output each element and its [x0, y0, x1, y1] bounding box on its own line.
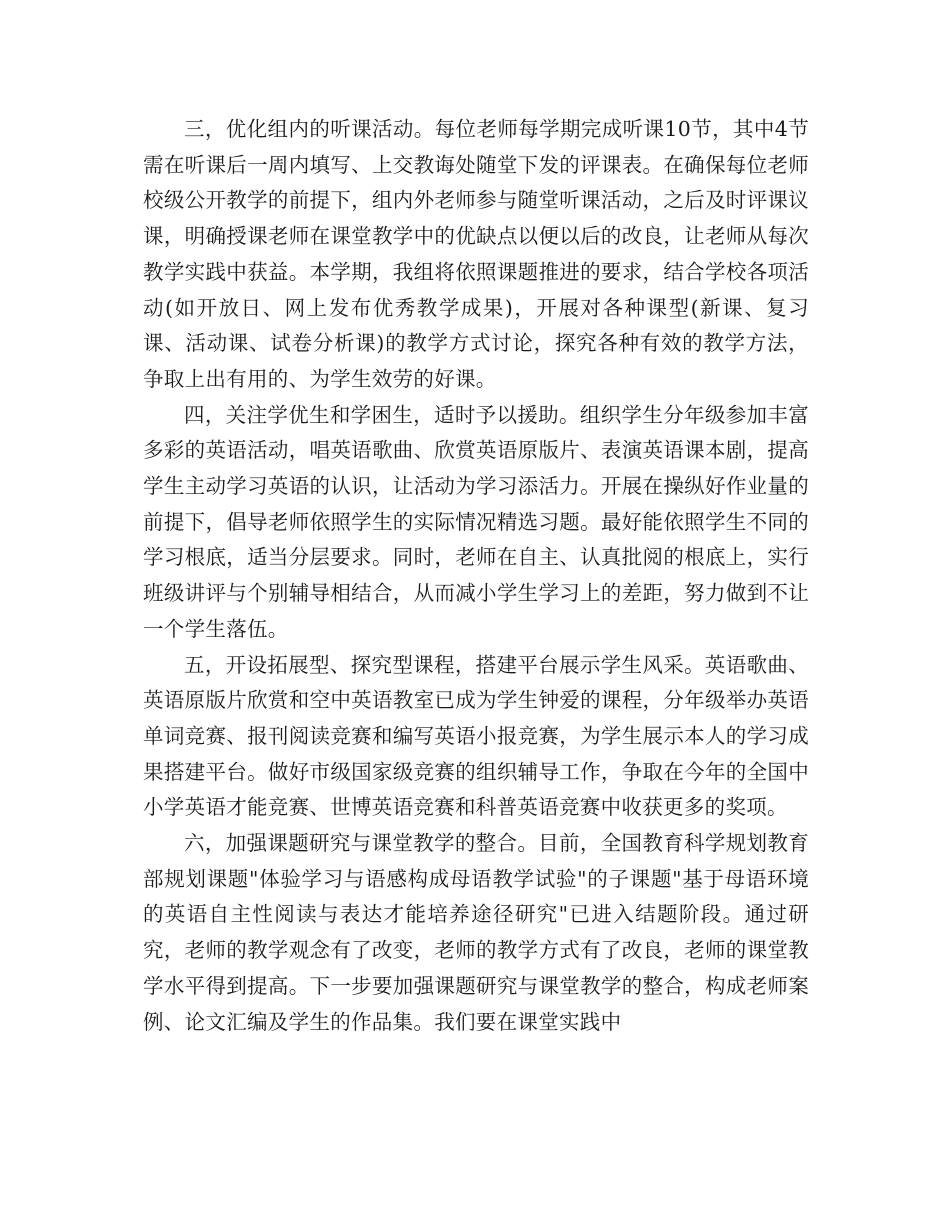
document-body — [143, 112, 809, 1040]
paragraph-4-student-support: 四，关注学优生和学困生，适时予以援助。组织学生分年级参加丰富多彩的英语活动，唱英语歌曲、欣赏英语原版片、表演英语课本剧，提高学生主动学习英语的认识，让活动为学习添活力。开展在操纵好作业量的前提下，倡导老师依照学生的实际情况精选习题。最好能依照学生不同的学习根底，适当分层要求。同时，老师在自主、认真批阅的根底上，实行班级讲评与个别辅导相结合，从而减小学生学习上的差距，努力做到不让一个学生落伍。 — [143, 402, 809, 641]
paragraph-3-observation: 三，优化组内的听课活动。每位老师每学期完成听课10节，其中4节需在听课后一周内填写、上交教诲处随堂下发的评课表。在确保每位老师校级公开教学的前提下，组内外老师参与随堂听课活动，之后及时评课议课，明确授课老师在课堂教学中的优缺点以便以后的改良，让老师从每次教学实践中获益。本学期，我组将依照课题推进的要求，结合学校各项活动(如开放日、网上发布优秀教学成果)，开展对各种课型(新课、复习课、活动课、试卷分析课)的教学方式讨论，探究各种有效的教学方法，争取上出有用的、为学生效劳的好课。 — [143, 117, 809, 391]
paragraph-5-extended-courses: 五，开设拓展型、探究型课程，搭建平台展示学生风采。英语歌曲、英语原版片欣赏和空中英语教室已成为学生钟爱的课程，分年级举办英语单词竞赛、报刊阅读竞赛和编写英语小报竞赛，为学生展示本人的学习成果搭建平台。做好市级国家级竞赛的组织辅导工作，争取在今年的全国中小学英语才能竞赛、世博英语竞赛和科普英语竞赛中收获更多的奖项。 — [143, 652, 809, 820]
paragraph-6-research-integration: 六，加强课题研究与课堂教学的整合。目前，全国教育科学规划教育部规划课题"体验学习与语感构成母语教学试验"的子课题"基于母语环境的英语自主性阅读与表达才能培养途径研究"已进入结题阶段。通过研究，老师的教学观念有了改变，老师的教学方式有了改良，老师的课堂教学水平得到提高。下一步要加强课题研究与课堂教学的整合，构成老师案例、论文汇编及学生的作品集。我们要在课堂实践中 — [143, 831, 809, 1034]
